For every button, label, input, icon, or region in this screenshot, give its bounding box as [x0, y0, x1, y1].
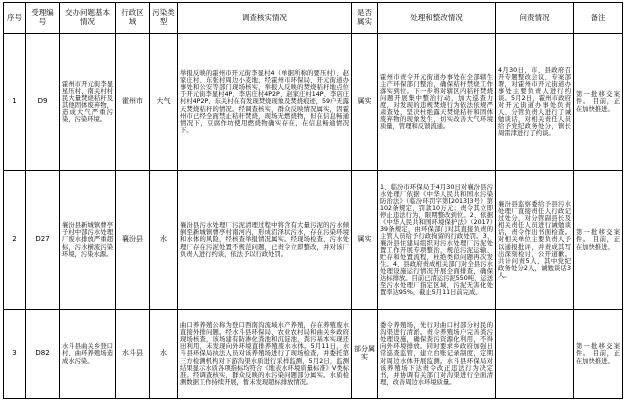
cell-region: 水斗县 — [116, 310, 150, 399]
header-accountability: 问责情况 — [496, 3, 574, 34]
inspection-report-table — [3, 2, 623, 399]
cell-handling: 霍州市责令开元街道办事处在全部辖生主产环保部门整治，确保秸秆禁烧工作落实到位。下一步将对辖区内秸秆焚烧问题开展集中整治行动，加大巡查力度，对发现的违规焚烧行为依法依规严肃查处，坚决杜绝露天焚烧秸秆和固体废弃物的现象发生，切实改善大气环境质量，管理和反馈流通。 — [378, 34, 496, 171]
cell-accountability: 4月30日，市、县政府召开专题整改会议，专案部署，对霍州市开元街道办事处主要负责人进行约谈。5月2日，霍州市政府对开元街道办事处负责人、分管负责人进行了诫勉谈话，对相关责任人员给予党纪政务处分，镇长周雷津进行了约谈。 — [496, 34, 574, 171]
table-row — [4, 310, 623, 399]
cell-serial-number: 2 — [4, 171, 26, 310]
header-verification: 调查核实情况 — [178, 3, 352, 34]
cell-remark: 第一批移交案件。 目前，正在加快推进。 — [574, 34, 623, 171]
cell-accountability — [496, 310, 574, 399]
cell-is-true: 部分属实 — [352, 310, 378, 399]
cell-verification: 举报反映的霍州市开元街李显村4（单据所称的要压村）、赵家庄村、东张村周边小麦地，经霍州市环保局、开元街道办事处和公安等部门现场核实，举报人反映的焚烧秸秆地点位于开元街李显村4P、李店庄村4P2P、赵家庄村14P、李店庄村村4P2P、东关村在有发现焚烧现象及焚烧痕迹，59户无露天焚烧秸秆的情况。经调查核实，群众反映情况属实，因霍州市已经全面禁止秸秆焚烧，现场无燃烧物，但在信息畅通情况下，豆腐作坊使用燃烧物确实存在，在信息畅通情况下。 — [178, 34, 352, 171]
cell-serial-number: 3 — [4, 310, 26, 399]
cell-case-code: D27 — [26, 171, 60, 310]
header-is-true: 是否属实 — [352, 3, 378, 34]
table-row — [4, 171, 623, 310]
cell-region: 霍州市 — [116, 34, 150, 171]
header-pollution-type: 污染类型 — [150, 3, 178, 34]
table-row — [4, 34, 623, 171]
cell-remark: 第一批移交案件。 目前，正在加快推进。 — [574, 310, 623, 399]
cell-is-true: 属实 — [352, 171, 378, 310]
header-handling: 处理和整改情况 — [378, 3, 496, 34]
cell-pollution-type: 水 — [150, 171, 178, 310]
cell-verification: 曲口养养殖公称为登口西南沟流域水产养殖，存在养殖废水直接外排问题。经水斗县环保局、农业农村局和曲关乡政府现场核查，该场建有防渗化粪池和沉淀池，粪污基本实现还田利用，未发现向外环境直排养殖废水水体。5月11日，水斗县环保局执法人员对该养殖场进行了现场检查，并委托第三方检测机构对下游沟渠水质进行采样监测，5月2日，监测结果显示水质各项指标均符合《地表水环境质量标准》Ⅴ类标准。经调查核实，群众反映的水污染问题部分属实。水质检测数据工作持续开展，暂未发现超标排放情况。 — [178, 310, 352, 399]
cell-case-brief: 水斗县曲关乡登口村、曲环养殖场造成水污染。 — [60, 310, 116, 399]
cell-case-code: D9 — [26, 34, 60, 171]
cell-handling: 委令养殖场，先行对曲口村部分村民的沟渠进行清淤。责令养殖场户完善粪污处理设施，确保粪污资源化利用，不得向外环境排放。同时要求乡政府加强日常巡查监管，建立台账记录制度，定期对周边水体开展监测。水斗县环保局对该养殖场下达责令改正违法行为决定书，并协调有关部门对沟渠进行全面清理，改善周边水环境质量。 — [378, 310, 496, 399]
cell-serial-number: 1 — [4, 34, 26, 171]
cell-case-code: D82 — [26, 310, 60, 399]
cell-verification: 襄汾县污水处理厂污泥清理过程中将含有大量污泥的污水倾倒至新城镇曹亭村南河内，形成沼泽状污水，存在污染环境和水体的风险，经核查举报情况属实。经现场检查，污水处理厂存在污泥处置不规范问题，已责令立即整改，并对该厂负责人进行约谈，依法予以行政处罚。 — [178, 171, 352, 310]
cell-remark: 第一批移交案件。 目前，正在加快推进。 — [574, 171, 623, 310]
header-case-code: 受理编号 — [26, 3, 60, 34]
table-header-row — [4, 3, 623, 34]
header-serial-number: 序号 — [4, 3, 26, 34]
header-region: 行政区域 — [116, 3, 150, 34]
header-case-brief: 交办问题基本情况 — [60, 3, 116, 34]
cell-case-brief: 襄汾县新城镇曹亭子村中部污水处理厂废水排放严重超标，污水横流污染环境，污染水源。 — [60, 171, 116, 310]
cell-pollution-type: 水 — [150, 310, 178, 399]
header-remark: 备注 — [574, 3, 623, 34]
cell-region: 襄汾县 — [116, 171, 150, 310]
cell-pollution-type: 大气 — [150, 34, 178, 171]
cell-case-brief: 霍州市开元街李显星压村、南关村村民大量焚烧秸秆及其他固体废弃物，造成大气严重污染，污染环境。 — [60, 34, 116, 171]
cell-accountability: 襄汾县监察委给予县污水处理厂直接责任人行政记过处分，对分管副县长及相关责任人员进行诫勉谈话，责令作出书面检查。对相关单位主要负责人予以通报批评，并责成其写出深刻检讨，公开道歉。共计问责5人，其中党纪政务处分2人，诫勉谈话3人。 — [496, 171, 574, 310]
cell-is-true: 属实 — [352, 34, 378, 171]
cell-handling: 1、临汾市环保局于4月30日对襄汾县污水处理厂依据《中华人民共和国水污染防治法》（临汾环罚字第[2013]3号）第102条规定，罚款10万元；责令其立即停止违法行为，限期整改到位。2、依据《中华人民共和国环境保护法》（2017）39条规定，由环保部门对其直接负责的主管人员给予行政拘留的行政处罚。3、襄汾县住建局组织对污水处理厂污泥处置工作开展专项整治，规范污泥运输、贮存和处置流程，杜绝类似问题再次发生。4、县政府责成相关部门对全县污水处理设施运行情况开展全面排查，确保达标排放。目前已清运污泥550吨，运送至污水处理厂指定区域，污泥无害化处置率达95%，截止5月11日前完成。 — [378, 171, 496, 310]
